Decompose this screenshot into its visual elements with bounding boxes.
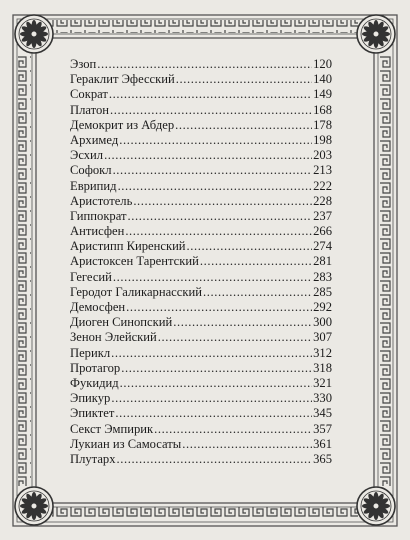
toc-entry xyxy=(70,254,332,269)
toc-entry-title: Плутарх xyxy=(70,451,116,466)
toc-entry xyxy=(70,209,332,224)
toc-entry-page: 266 xyxy=(313,224,332,239)
dot-leader xyxy=(128,209,313,224)
toc-entry-title: Гиппократ xyxy=(70,208,127,223)
toc-entry xyxy=(70,346,332,361)
toc-entry-title: Эпикур xyxy=(70,391,111,406)
toc-entry-page: 330 xyxy=(313,391,332,406)
toc-entry-title: Эзоп xyxy=(70,57,97,71)
toc-entry xyxy=(70,406,332,421)
table-of-contents xyxy=(70,57,332,467)
dot-leader xyxy=(111,346,312,361)
dot-leader xyxy=(118,179,313,194)
dot-leader xyxy=(187,239,313,254)
toc-entry xyxy=(70,57,332,72)
toc-entry xyxy=(70,437,332,452)
toc-entry-page: 283 xyxy=(313,269,332,284)
toc-entry-title: Гегесий xyxy=(70,269,112,284)
rosette-icon xyxy=(357,15,395,53)
dot-leader xyxy=(97,57,312,72)
toc-entry xyxy=(70,376,332,391)
toc-entry-title: Антисфен xyxy=(70,224,125,239)
toc-entry xyxy=(70,179,332,194)
toc-entry xyxy=(70,330,332,345)
toc-entry-title: Эпиктет xyxy=(70,406,115,421)
toc-entry-title: Диоген Синопский xyxy=(70,315,173,330)
dot-leader xyxy=(200,254,312,269)
toc-entry-page: 345 xyxy=(313,406,332,421)
toc-entry-page: 274 xyxy=(313,239,332,254)
toc-entry xyxy=(70,103,332,118)
toc-entry xyxy=(70,163,332,178)
toc-entry-title: Сократ xyxy=(70,87,108,102)
toc-entry-title: Зенон Элейский xyxy=(70,330,157,345)
toc-entry-page: 300 xyxy=(313,315,332,330)
toc-entry xyxy=(70,391,332,406)
toc-entry xyxy=(70,285,332,300)
toc-entry-title: Лукиан из Самосаты xyxy=(70,436,182,451)
toc-entry-title: Софокл xyxy=(70,163,112,178)
toc-entry-title: Фукидид xyxy=(70,375,119,390)
toc-entry xyxy=(70,72,332,87)
toc-entry-page: 178 xyxy=(313,117,332,132)
toc-entry-page: 168 xyxy=(313,102,332,117)
toc-entry-page: 321 xyxy=(313,375,332,390)
toc-entry-title: Демосфен xyxy=(70,300,126,314)
toc-entry-page: 198 xyxy=(313,132,332,147)
toc-entry xyxy=(70,194,332,209)
toc-entry-title: Аристипп Киренский xyxy=(70,239,186,254)
dot-leader xyxy=(133,194,312,209)
toc-entry-title: Эсхил xyxy=(70,148,104,163)
toc-entry-page: 203 xyxy=(313,148,332,163)
dot-leader xyxy=(104,148,312,163)
toc-entry-page: 140 xyxy=(313,72,332,87)
toc-entry-page: 365 xyxy=(313,451,332,466)
toc-entry-title: Секст Эмпирик xyxy=(70,421,154,436)
toc-entry-page: 292 xyxy=(313,300,332,314)
toc-entry xyxy=(70,224,332,239)
toc-entry xyxy=(70,422,332,437)
dot-leader xyxy=(176,72,312,87)
dot-leader xyxy=(113,163,313,178)
toc-entry-title: Демокрит из Абдер xyxy=(70,117,175,132)
dot-leader xyxy=(175,118,312,133)
toc-entry-page: 120 xyxy=(313,57,332,71)
dot-leader xyxy=(120,376,312,391)
dot-leader xyxy=(154,422,312,437)
toc-entry-title: Еврипид xyxy=(70,178,117,193)
rosette-icon xyxy=(15,487,53,525)
toc-entry-title: Аристоксен Тарентский xyxy=(70,254,199,269)
toc-entry-title: Протагор xyxy=(70,360,121,375)
toc-entry-title: Архимед xyxy=(70,132,119,147)
rosette-icon xyxy=(15,15,53,53)
dot-leader xyxy=(182,437,312,452)
toc-entry-page: 222 xyxy=(313,178,332,193)
toc-entry xyxy=(70,300,332,315)
toc-entry xyxy=(70,315,332,330)
toc-entry xyxy=(70,87,332,102)
toc-entry xyxy=(70,452,332,467)
toc-entry-title: Платон xyxy=(70,102,110,117)
dot-leader xyxy=(121,361,312,376)
dot-leader xyxy=(117,452,313,467)
toc-entry xyxy=(70,239,332,254)
toc-entry-title: Гераклит Эфесский xyxy=(70,72,175,87)
toc-entry xyxy=(70,148,332,163)
dot-leader xyxy=(158,330,312,345)
toc-entry-title: Перикл xyxy=(70,345,111,360)
rosette-icon xyxy=(357,487,395,525)
toc-entry-page: 149 xyxy=(313,87,332,102)
dot-leader xyxy=(110,103,312,118)
toc-entry-page: 213 xyxy=(313,163,332,178)
dot-leader xyxy=(119,133,312,148)
toc-entry-page: 361 xyxy=(313,436,332,451)
toc-entry-page: 228 xyxy=(313,193,332,208)
toc-entry xyxy=(70,270,332,285)
toc-entry-page: 237 xyxy=(313,208,332,223)
toc-entry xyxy=(70,133,332,148)
dot-leader xyxy=(115,406,312,421)
toc-entry xyxy=(70,118,332,133)
toc-entry-page: 357 xyxy=(313,421,332,436)
dot-leader xyxy=(109,87,312,102)
dot-leader xyxy=(126,300,312,315)
toc-entry-page: 285 xyxy=(313,284,332,299)
dot-leader xyxy=(173,315,312,330)
dot-leader xyxy=(125,224,312,239)
dot-leader xyxy=(113,270,312,285)
toc-entry-page: 281 xyxy=(313,254,332,269)
toc-entry-page: 307 xyxy=(313,330,332,345)
dot-leader xyxy=(111,391,312,406)
toc-entry xyxy=(70,361,332,376)
toc-entry-page: 312 xyxy=(313,345,332,360)
toc-entry-title: Геродот Галикарнасский xyxy=(70,284,202,299)
toc-entry-page: 318 xyxy=(313,360,332,375)
dot-leader xyxy=(203,285,312,300)
toc-entry-title: Аристотель xyxy=(70,193,133,208)
